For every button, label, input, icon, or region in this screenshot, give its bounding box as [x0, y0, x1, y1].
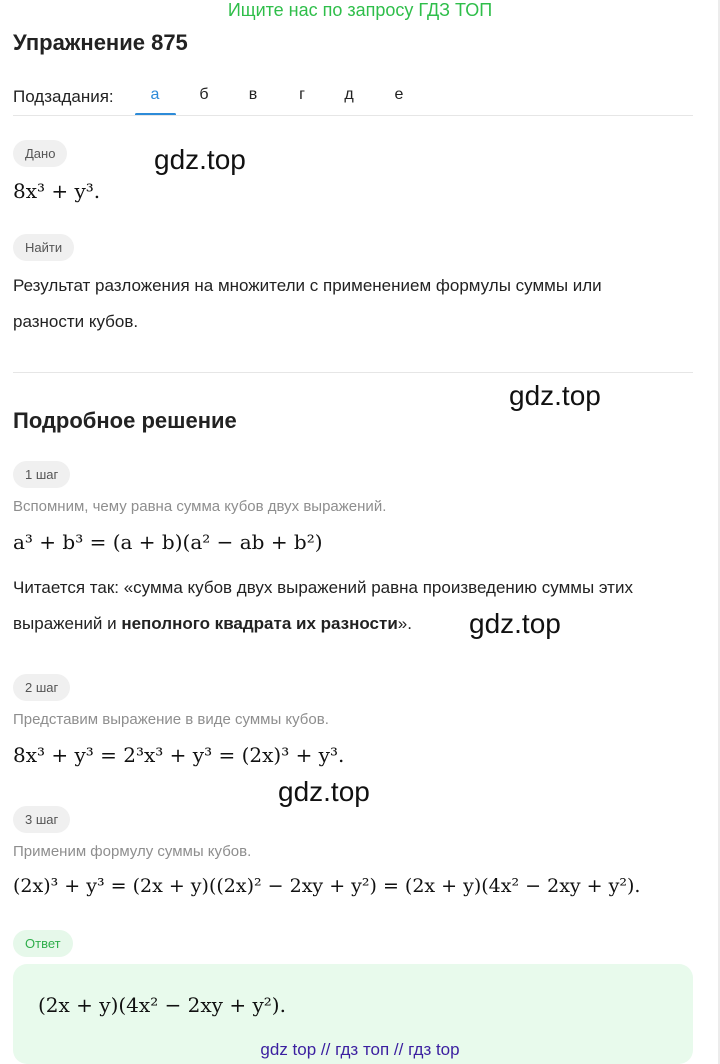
answer-expression: (2x + y)(4x² − 2xy + y²). [38, 993, 286, 1017]
tab-a[interactable]: а [150, 86, 160, 103]
step-3-formula: (2x)³ + y³ = (2x + y)((2x)² − 2xy + y²) = (2x + y)(4x² − 2xy + y²). [13, 875, 641, 897]
tab-g[interactable]: г [299, 86, 305, 103]
reading-prefix: выражений и [13, 614, 122, 633]
watermark: gdz.top [278, 776, 370, 807]
tab-e[interactable]: е [394, 86, 404, 103]
step-3-hint: Применим формулу суммы кубов. [13, 843, 252, 860]
reading-suffix: ». [397, 614, 412, 633]
footer-links[interactable]: gdz top // гдз топ // гдз top [260, 1040, 460, 1059]
promo-banner: Ищите нас по запросу ГДЗ ТОП [227, 0, 493, 20]
tab-d[interactable]: д [344, 86, 354, 103]
subtasks-label: Подзадания: [13, 87, 114, 106]
watermark: gdz.top [469, 608, 561, 639]
find-chip: Найти [13, 234, 74, 261]
find-text-line-2: разности кубов. [13, 312, 139, 331]
section-divider [13, 372, 693, 373]
find-text-line-1: Результат разложения на множители с применением формулы суммы или [13, 276, 602, 295]
tab-b[interactable]: б [199, 86, 209, 103]
given-expression [13, 179, 100, 203]
step-1-reading-line-1: Читается так: «сумма кубов двух выражений равна произведению суммы этих [13, 578, 633, 597]
step-2-formula: 8x³ + y³ = 2³x³ + y³ = (2x)³ + y³. [13, 743, 345, 767]
solution-heading: Подробное решение [13, 408, 237, 433]
tabs-divider [13, 115, 693, 116]
step-3-chip: 3 шаг [13, 806, 70, 833]
step-1-hint: Вспомним, чему равна сумма кубов двух выражений. [13, 498, 387, 515]
reading-bold-term: неполного квадрата их разности [121, 614, 398, 633]
step-1-chip: 1 шаг [13, 461, 70, 488]
page-title: Упражнение 875 [13, 30, 188, 55]
step-1-reading-line-2 [13, 606, 412, 642]
answer-chip: Ответ [13, 930, 73, 957]
given-chip: Дано [13, 140, 67, 167]
step-1-formula: a³ + b³ = (a + b)(a² − ab + b²) [13, 530, 323, 554]
watermark: gdz.top [509, 380, 601, 411]
tab-v[interactable]: в [248, 86, 258, 103]
watermark: gdz.top [154, 144, 246, 175]
step-2-hint: Представим выражение в виде суммы кубов. [13, 711, 329, 728]
step-2-chip: 2 шаг [13, 674, 70, 701]
given-expression-text: 8x³ + y³. [13, 179, 101, 203]
